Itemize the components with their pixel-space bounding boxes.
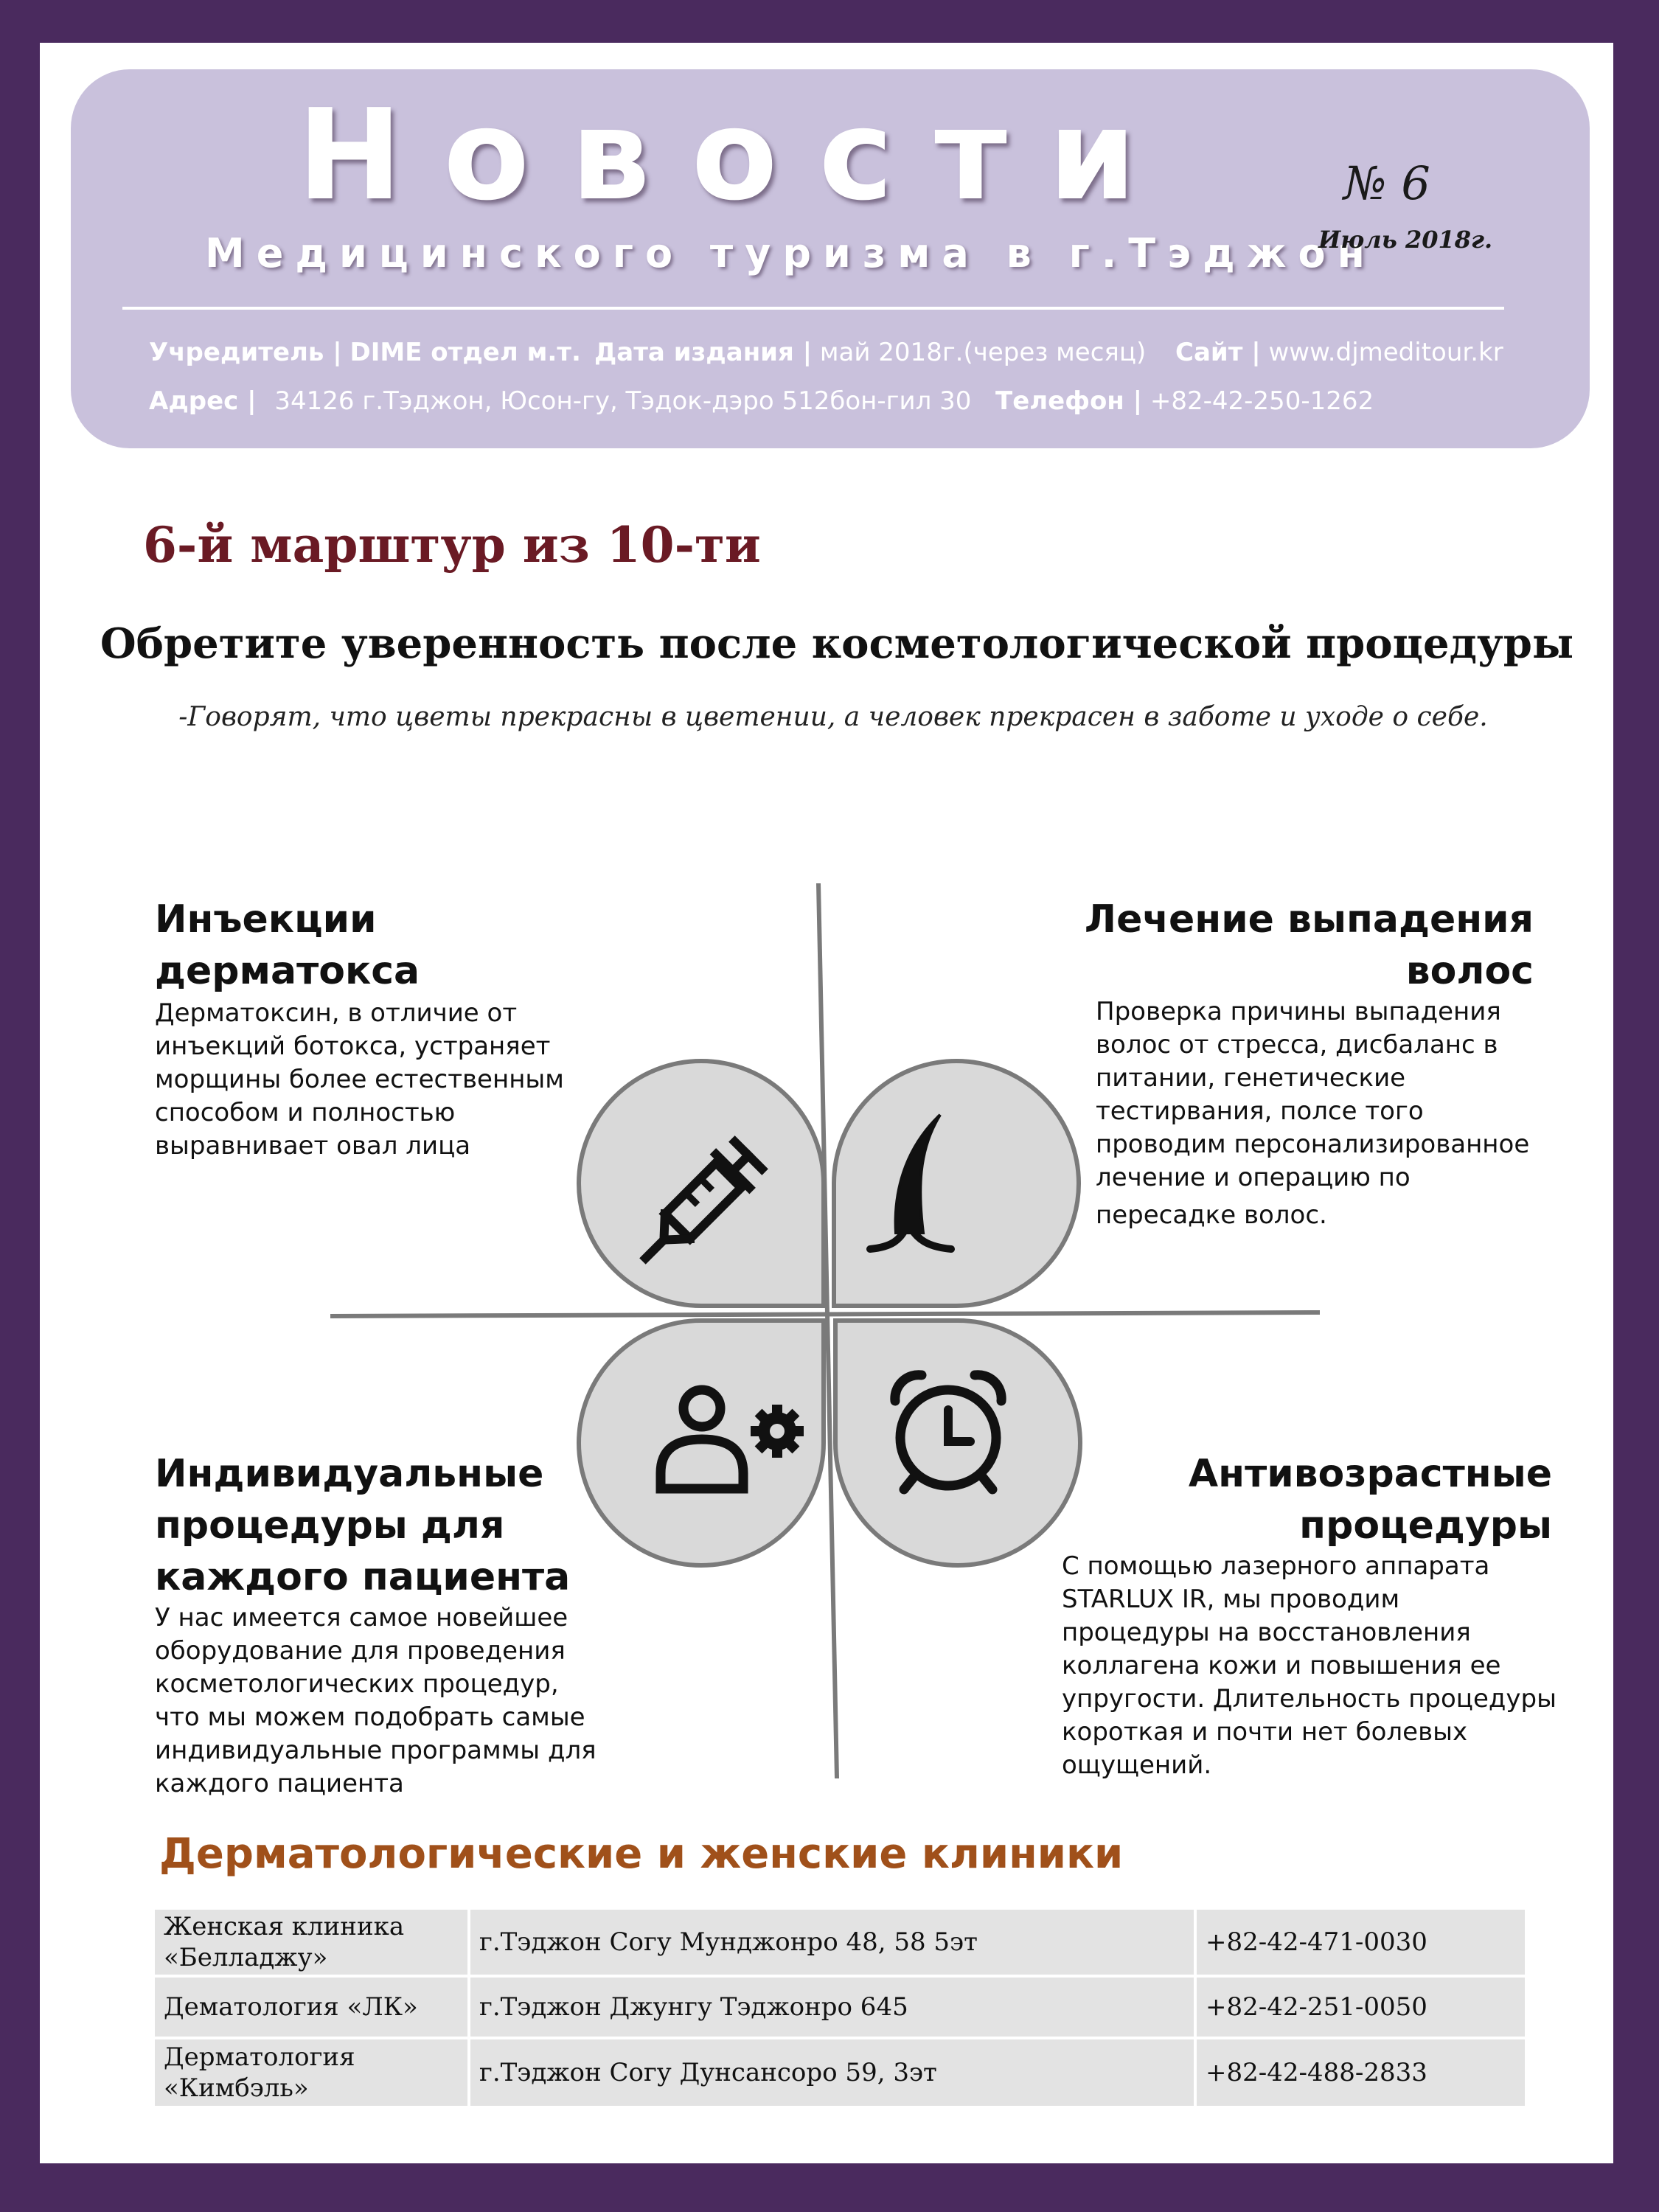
- address-value: 34126 г.Тэджон, Юсон-гу, Тэдок-дэро 512бон-гил 30: [274, 386, 972, 416]
- phone-value: +82-42-250-1262: [1150, 386, 1374, 416]
- individual-title-line: каждого пациента: [155, 1555, 571, 1599]
- antiage-text-line: процедуры на восстановления: [1062, 1618, 1471, 1647]
- clinic-phone-cell: +82-42-488-2833: [1195, 2038, 1526, 2107]
- hair-text-line: пересадке волос.: [1096, 1200, 1327, 1230]
- antiage-text-line: С помощью лазерного аппарата: [1062, 1551, 1490, 1581]
- clinic-name-line: Дерматология: [164, 2042, 355, 2072]
- clinic-name-line: Дематология «ЛК»: [164, 1992, 418, 2022]
- individual-text: [155, 1601, 597, 1801]
- clinic-name-line: «Белладжу»: [164, 1943, 328, 1972]
- address-label: Адрес |: [149, 386, 257, 416]
- hair-text-line: тестирвания, полсе того: [1096, 1096, 1424, 1126]
- site-value[interactable]: www.djmeditour.kr: [1268, 338, 1503, 367]
- clinic-address-cell: г.Тэджон Согу Мунджонро 48, 58 5эт: [469, 1908, 1195, 1976]
- injections-title-line: дерматокса: [155, 949, 420, 993]
- injections-text: [155, 997, 564, 1163]
- hair-title: [1018, 894, 1534, 997]
- antiage-title-line: процедуры: [1299, 1503, 1552, 1548]
- route-title: 6-й марштур из 10-ти: [143, 516, 761, 574]
- injections-title: [155, 894, 420, 997]
- injections-text-line: способом и полностью: [155, 1098, 456, 1127]
- injections-text-line: морщины более естественным: [155, 1065, 564, 1094]
- individual-text-line: каждого пациента: [155, 1769, 404, 1798]
- hair-text-line: волос от стресса, дисбаланс в: [1096, 1030, 1498, 1060]
- hair-text-line: питании, генетические: [1096, 1063, 1406, 1093]
- antiage-text-line: короткая и почти нет болевых: [1062, 1717, 1468, 1747]
- injections-text-line: Дерматоксин, в отличие от: [155, 998, 518, 1028]
- individual-title-line: Индивидуальные: [155, 1452, 544, 1496]
- issue-date: Июль 2018г.: [1318, 226, 1493, 254]
- masthead-subtitle: Медицинского туризма в г.Тэджон: [205, 230, 1377, 276]
- table-row: [153, 1976, 1526, 2038]
- hair-title-line: Лечение выпадения: [1084, 897, 1534, 942]
- date-label: Дата издания |: [594, 338, 813, 367]
- individual-text-line: косметологических процедур,: [155, 1669, 559, 1699]
- clinic-name-cell: [153, 1908, 469, 1976]
- phone-label: Телефон |: [995, 386, 1143, 416]
- article-headline: Обретите уверенность после косметологической процедуры: [100, 619, 1574, 668]
- epigraph: -Говорят, что цветы прекрасны в цветении, а человек прекрасен в заботе и уходе о себе.: [178, 702, 1488, 732]
- clinic-name-line: «Кимбэль»: [164, 2073, 309, 2103]
- antiage-title: [1032, 1448, 1552, 1551]
- hair-text-line: проводим персонализированное: [1096, 1130, 1530, 1159]
- issue-number: № 6: [1343, 156, 1430, 210]
- date-value: май 2018г.(через месяц): [819, 338, 1147, 367]
- individual-title-line: процедуры для: [155, 1503, 505, 1548]
- antiage-text-line: STARLUX IR, мы проводим: [1062, 1585, 1400, 1614]
- hair-title-line: волос: [1405, 949, 1534, 993]
- clinic-address-cell: г.Тэджон Согу Дунсансоро 59, 3эт: [469, 2038, 1195, 2107]
- hair-text-line: Проверка причины выпадения: [1096, 997, 1501, 1026]
- table-row: [153, 2038, 1526, 2107]
- founder-value: DIME отдел м.т.: [349, 338, 581, 367]
- clinic-phone-cell: +82-42-251-0050: [1195, 1976, 1526, 2038]
- petal-top-right: [834, 1061, 1079, 1306]
- clinic-phone-cell: +82-42-471-0030: [1195, 1908, 1526, 1976]
- individual-text-line: У нас имеется самое новейшее: [155, 1603, 568, 1632]
- injections-title-line: Инъекции: [155, 897, 377, 942]
- antiage-text-line: коллагена кожи и повышения ее: [1062, 1651, 1501, 1680]
- individual-title: [155, 1448, 570, 1603]
- hair-text: [1096, 995, 1529, 1232]
- founder-label: Учредитель |: [149, 338, 342, 367]
- site-label: Сайт |: [1175, 338, 1261, 367]
- clinics-title: Дерматологические и женские клиники: [159, 1830, 1124, 1878]
- antiage-text-line: ощущений.: [1062, 1750, 1212, 1780]
- clinic-name-cell: [153, 1976, 469, 2038]
- masthead-title: Новости: [297, 83, 1178, 229]
- clinic-name-cell: [153, 2038, 469, 2107]
- individual-text-line: оборудование для проведения: [155, 1636, 566, 1666]
- antiage-text-line: упругости. Длительность процедуры: [1062, 1684, 1557, 1714]
- antiage-text: [1062, 1550, 1557, 1782]
- clinic-name-line: Женская клиника: [164, 1912, 405, 1941]
- individual-text-line: индивидуальные программы для: [155, 1736, 597, 1765]
- clinic-address-cell: г.Тэджон Джунгу Тэджонро 645: [469, 1976, 1195, 2038]
- hair-text-line: лечение и операцию по: [1096, 1163, 1411, 1192]
- individual-text-line: что мы можем подобрать самые: [155, 1703, 585, 1732]
- clinics-table: [152, 1907, 1528, 2109]
- injections-text-line: выравнивает овал лица: [155, 1131, 471, 1161]
- antiage-title-line: Антивозрастные: [1188, 1452, 1552, 1496]
- injections-text-line: инъекций ботокса, устраняет: [155, 1032, 551, 1061]
- table-row: [153, 1908, 1526, 1976]
- diagram-horizontal-axis: [330, 1312, 1320, 1316]
